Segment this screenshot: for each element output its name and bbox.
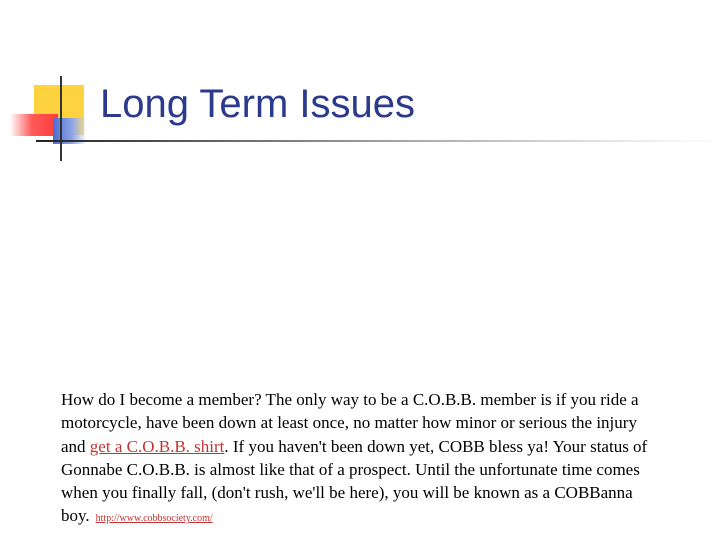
body-paragraph bbox=[61, 388, 661, 531]
decorative-vertical-line bbox=[60, 76, 62, 161]
decorative-red-bar bbox=[10, 114, 58, 136]
body-text-after-link: . If you haven't been down yet, COBB bless ya! Your status of Gonnabe C.O.B.B. is almost like that of a prospect. Until the unfortunate time comes when you finally fall, (don't rush, we'll be here), you will be known as a COBBanna boy. bbox=[61, 436, 648, 526]
title-underline bbox=[36, 140, 720, 142]
website-url-link[interactable]: http://www.cobbsociety.com/ bbox=[95, 513, 213, 525]
slide-title: Long Term Issues bbox=[100, 82, 415, 126]
get-shirt-link[interactable]: get a C.O.B.B. shirt bbox=[89, 436, 225, 456]
body-text-before-link: How do I become a member? The only way to be a C.O.B.B. member is if you ride a motorcycle, have been down at least once, no matter how minor or serious the injury and bbox=[61, 390, 639, 456]
